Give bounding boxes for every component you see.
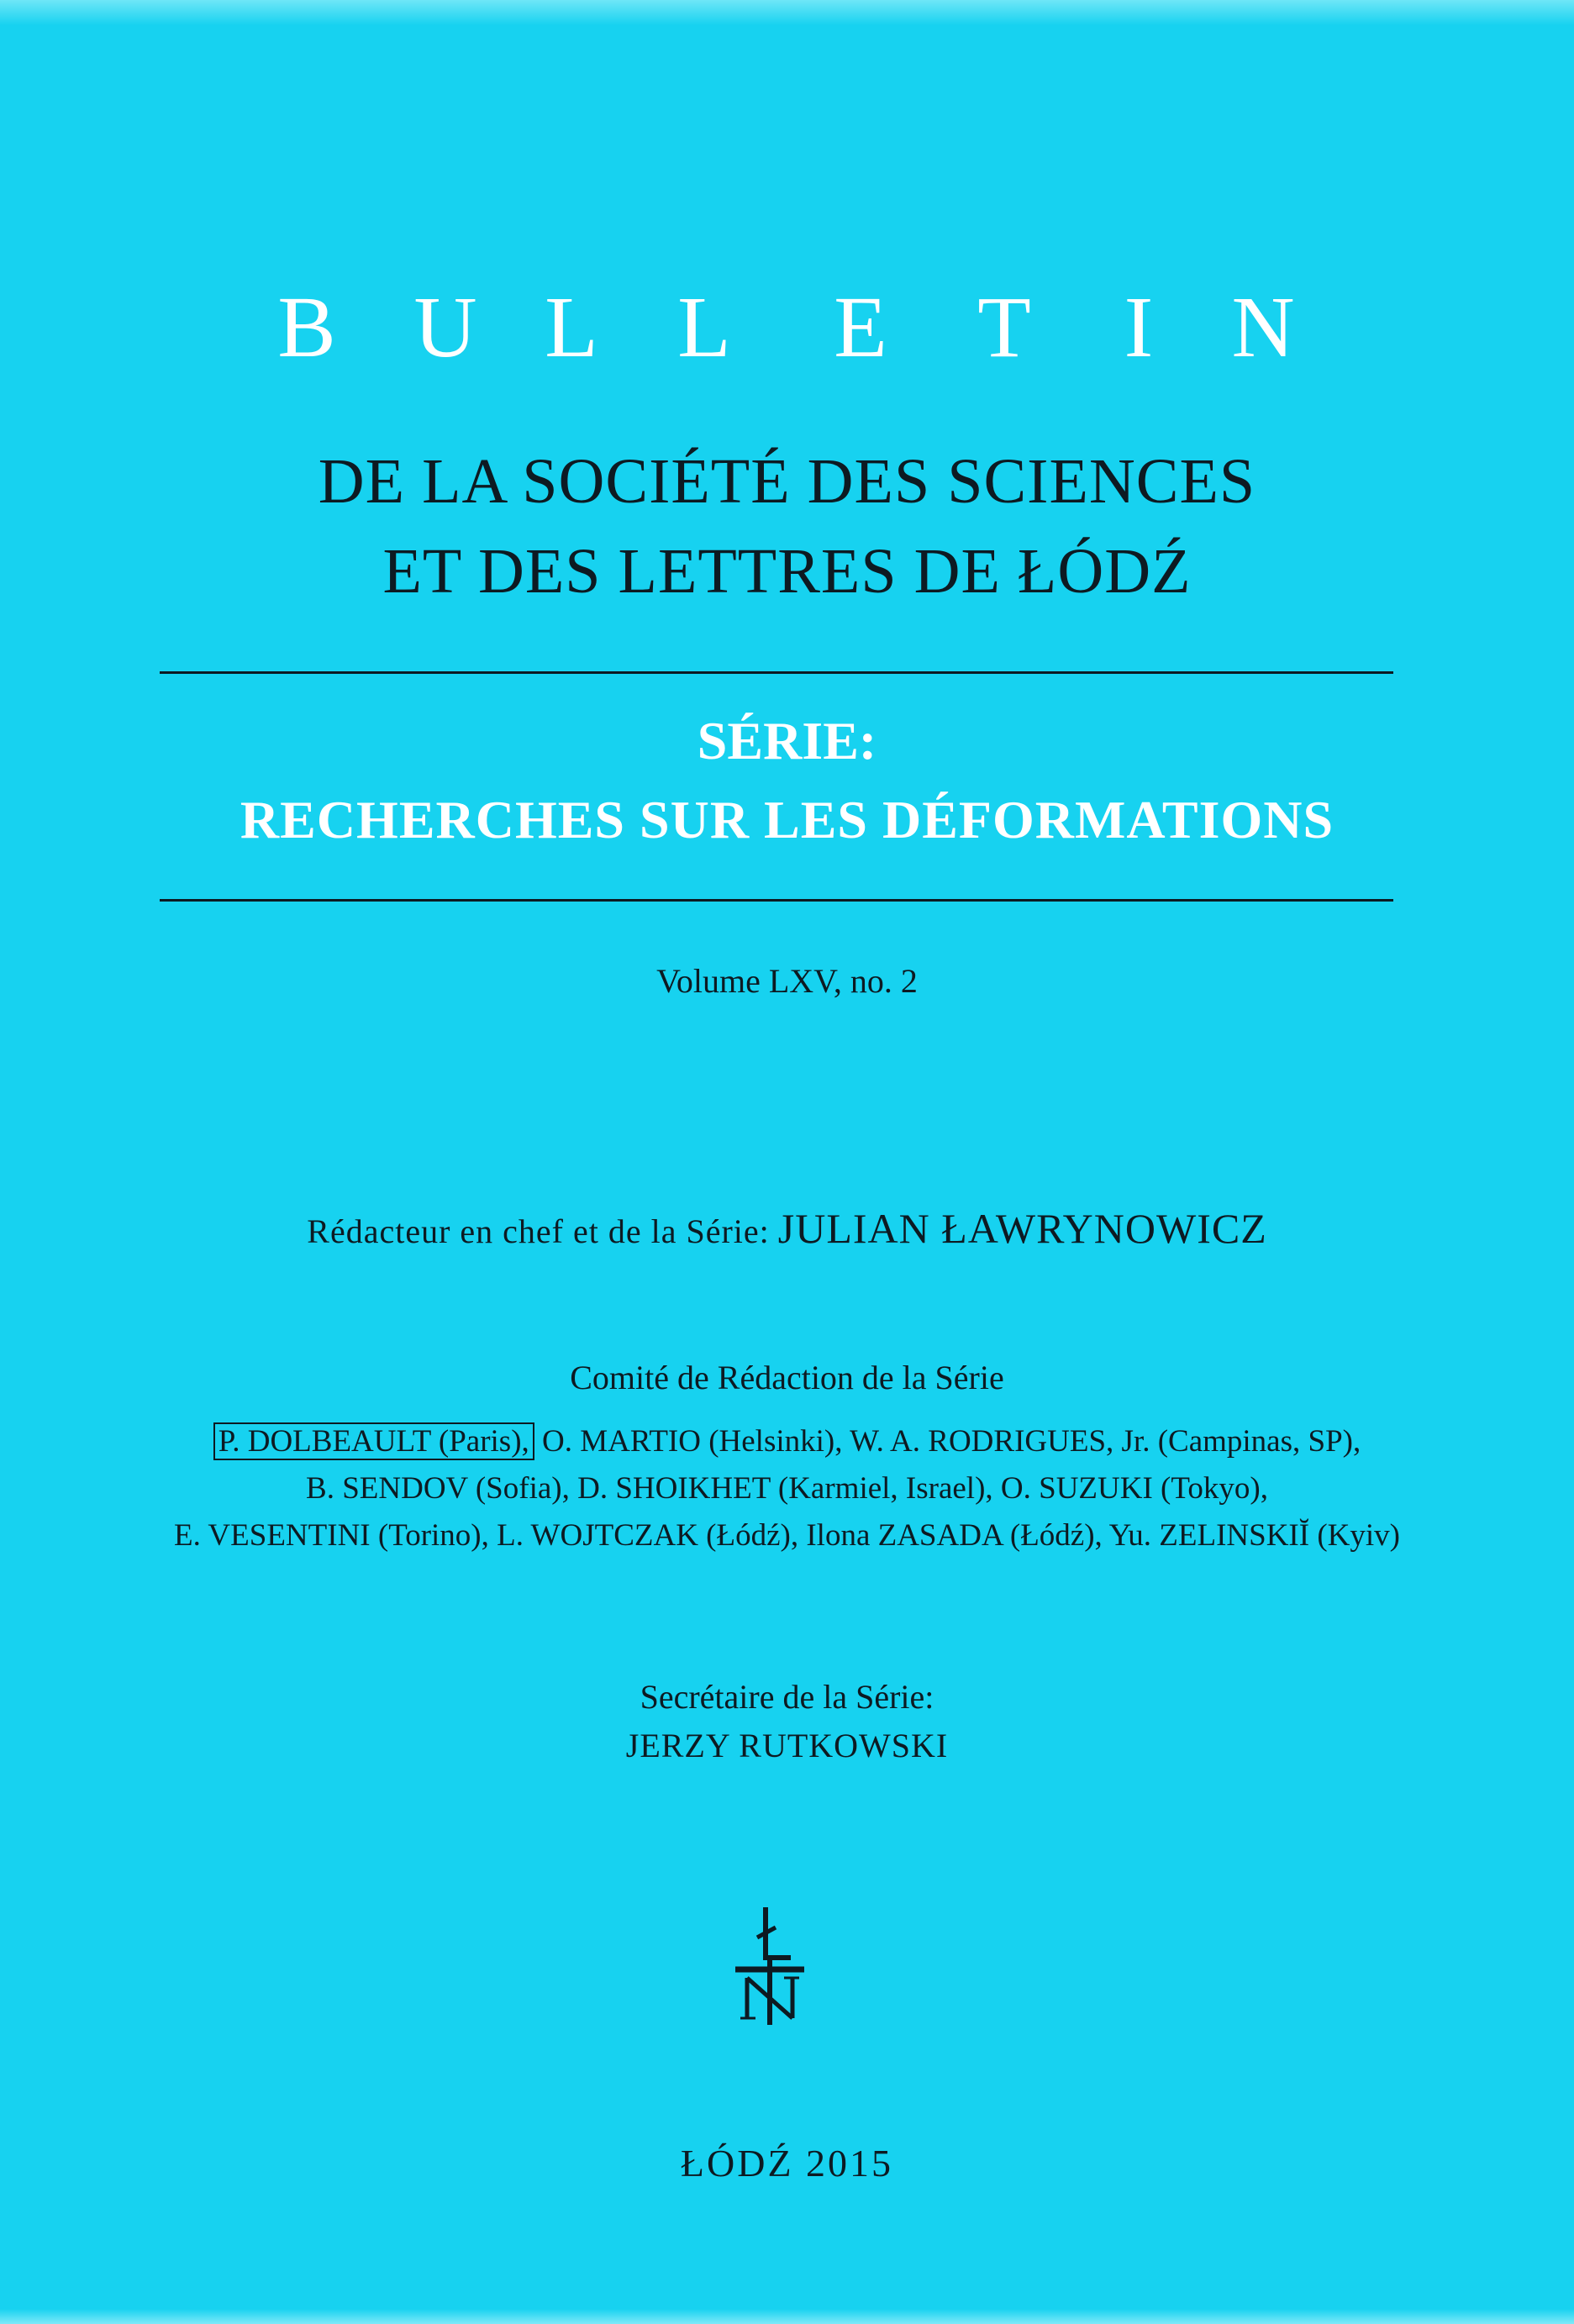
title-letter: E (834, 279, 887, 376)
title-letter: L (677, 279, 731, 376)
secretary-name: JERZY RUTKOWSKI (625, 1727, 949, 1764)
secretary-title: Secrétaire de la Série: (640, 1678, 934, 1716)
committee-line-2: B. SENDOV (Sofia), D. SHOIKHET (Karmiel, Israel), O. SUZUKI (Tokyo), (306, 1471, 1268, 1506)
title-letter: T (977, 279, 1031, 376)
publication-place-year: ŁÓDŹ 2015 (680, 2142, 894, 2185)
title-letter: B (277, 279, 336, 376)
society-name-line1: DE LA SOCIÉTÉ DES SCIENCES (318, 446, 1256, 517)
committee-line-1-rest: O. MARTIO (Helsinki), W. A. RODRIGUES, Jr. (Campinas, SP), (534, 1424, 1361, 1459)
editor-in-chief (0, 1205, 1574, 1252)
bulletin-title (0, 279, 1574, 402)
committee-members (0, 1418, 1574, 1559)
title-letter: U (413, 279, 477, 376)
series-label: SÉRIE: (697, 711, 877, 770)
volume-number: Volume LXV, no. 2 (656, 962, 918, 1000)
title-letter: N (1231, 279, 1295, 376)
series-name: RECHERCHES SUR LES DÉFORMATIONS (240, 790, 1334, 849)
highlighted-member: P. DOLBEAULT (Paris), (213, 1422, 534, 1460)
committee-line-3: E. VESENTINI (Torino), L. WOJTCZAK (Łódź), Ilona ZASADA (Łódź), Yu. ZELINSKIĬ (Kyiv) (174, 1518, 1400, 1553)
committee-line-1 (0, 1418, 1574, 1465)
editor-label: Rédacteur en chef et de la Série: (307, 1212, 770, 1250)
editor-name: JULIAN ŁAWRYNOWICZ (777, 1205, 1267, 1252)
committee-title: Comité de Rédaction de la Série (570, 1359, 1004, 1396)
divider-bottom (160, 899, 1393, 902)
title-letter: I (1124, 279, 1154, 376)
ltn-monogram-icon (732, 1901, 808, 2027)
title-letter: L (545, 279, 598, 376)
society-name-line2: ET DES LETTRES DE ŁÓDŹ (382, 536, 1192, 607)
divider-top (160, 671, 1393, 674)
